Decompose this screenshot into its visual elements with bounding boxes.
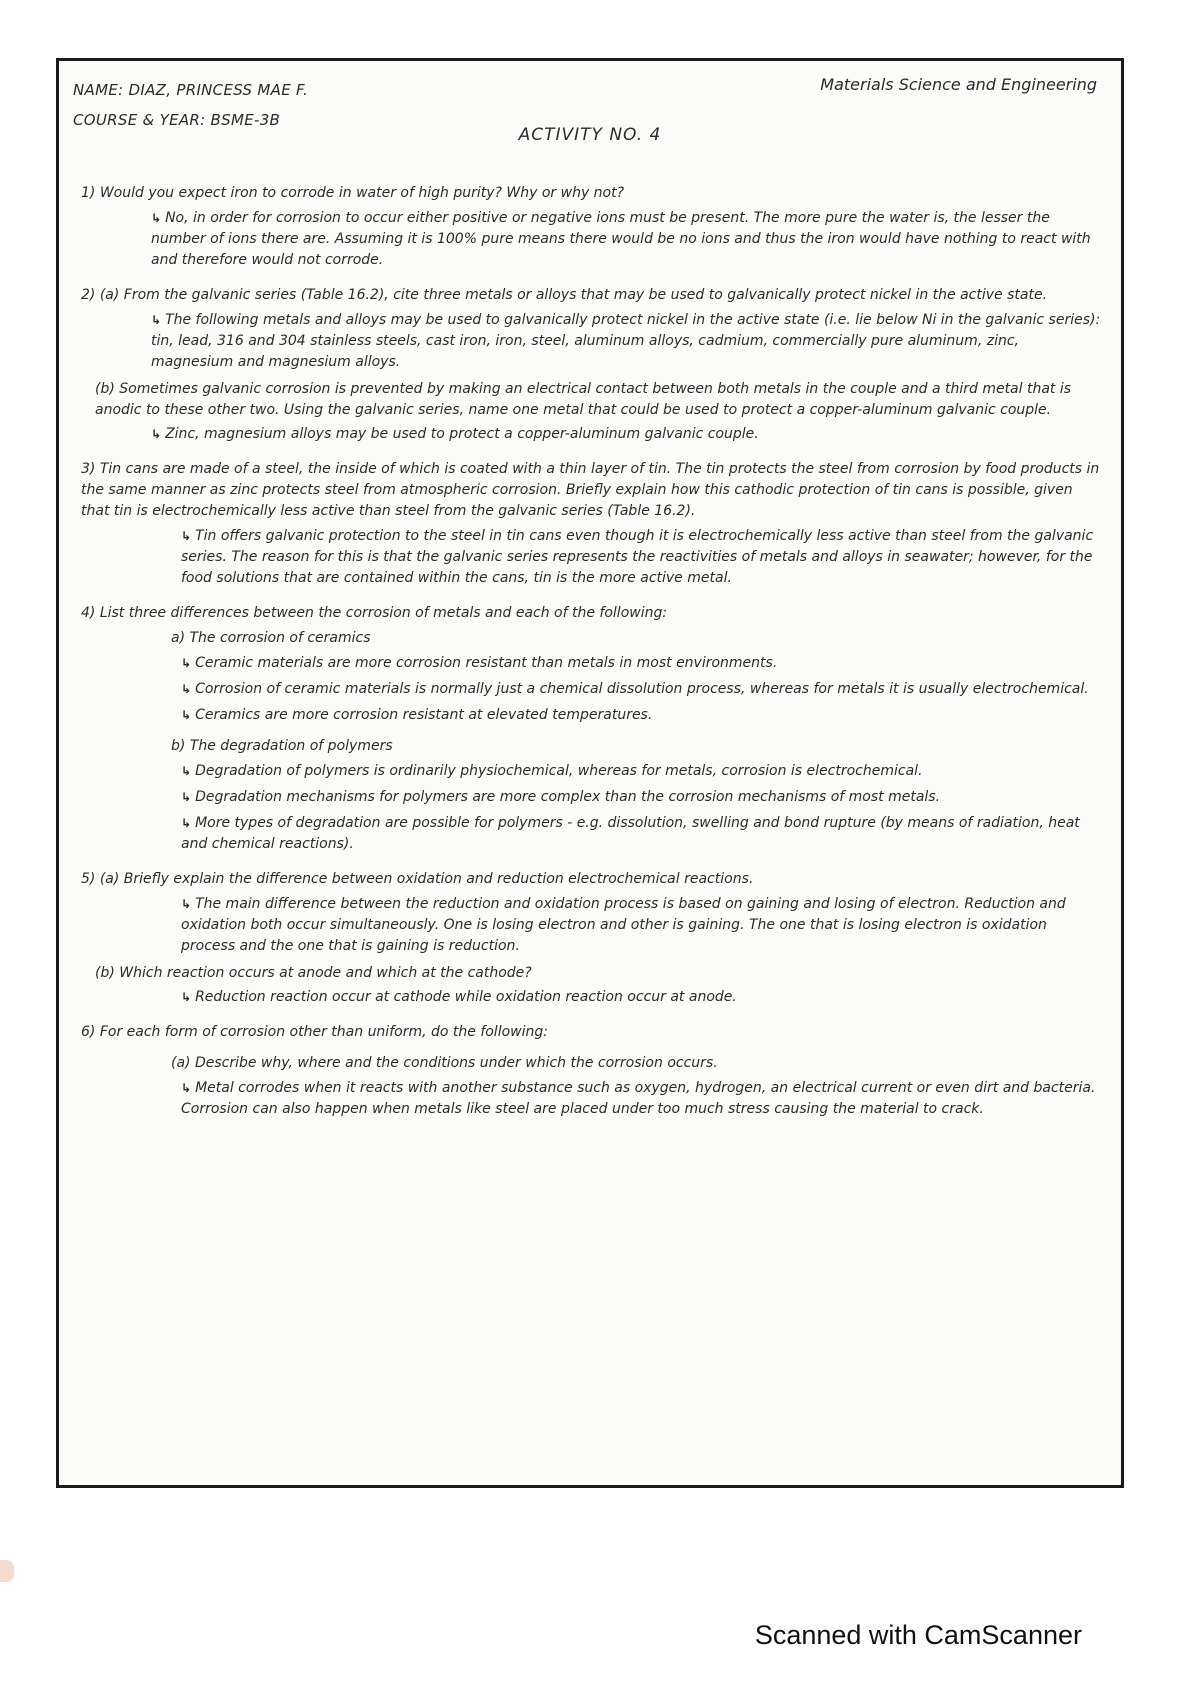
answer-text: Degradation mechanisms for polymers are more complex than the corrosion mechanisms of most metals. [195, 789, 941, 805]
answer-arrow-icon: ↳ [181, 682, 192, 696]
part-4a-label: a) The corrosion of ceramics [171, 630, 371, 646]
scanned-page [56, 58, 1124, 1488]
question-4: 4) List three differences between the corrosion of metals and each of the following: [81, 605, 668, 621]
scan-edge-mark [0, 1560, 14, 1582]
answer-arrow-icon: ↳ [181, 656, 192, 670]
answer-4b-1 [181, 761, 1103, 782]
answer-arrow-icon: ↳ [181, 990, 192, 1004]
answer-arrow-icon: ↳ [181, 708, 192, 722]
question-5b: (b) Which reaction occurs at anode and which at the cathode? [95, 965, 532, 981]
question-2a: 2) (a) From the galvanic series (Table 16.2), cite three metals or alloys that may be used to galvanically protect nickel in the active state. [81, 287, 1048, 303]
answer-text: Ceramics are more corrosion resistant at elevated temperatures. [195, 707, 653, 723]
answer-5a [181, 894, 1103, 957]
answer-2a [151, 310, 1103, 373]
question-6: 6) For each form of corrosion other than uniform, do the following: [81, 1024, 548, 1040]
answer-arrow-icon: ↳ [151, 313, 162, 327]
answer-6a [181, 1078, 1103, 1120]
answer-5b [181, 987, 1103, 1008]
part-6a-label: (a) Describe why, where and the conditions under which the corrosion occurs. [171, 1055, 718, 1071]
answer-3 [181, 526, 1103, 589]
answer-arrow-icon: ↳ [181, 529, 192, 543]
answer-text: More types of degradation are possible for polymers - e.g. dissolution, swelling and bond rupture (by means of radiation, heat and chemical reactions). [181, 815, 1080, 852]
activity-content [81, 183, 1103, 1125]
answer-text: Ceramic materials are more corrosion resistant than metals in most environments. [195, 655, 778, 671]
answer-2b [151, 424, 1103, 445]
answer-text: The following metals and alloys may be used to galvanically protect nickel in the active state (i.e. lie below Ni in the galvanic series): tin, lead, 316 and 304 stainless steels, cast iron, iron, steel, aluminum alloys, cadmium, commercially pure aluminum, zinc, magnesium and magnesium alloys. [151, 312, 1101, 370]
subject-title: Materials Science and Engineering [820, 75, 1097, 94]
activity-title: ACTIVITY NO. 4 [518, 125, 662, 145]
answer-text: Corrosion of ceramic materials is normally just a chemical dissolution process, whereas for metals it is usually electrochemical. [195, 681, 1089, 697]
answer-text: Reduction reaction occur at cathode while oxidation reaction occur at anode. [195, 989, 737, 1005]
answer-arrow-icon: ↳ [181, 790, 192, 804]
answer-1 [151, 208, 1103, 271]
question-5a: 5) (a) Briefly explain the difference between oxidation and reduction electrochemical reactions. [81, 871, 754, 887]
question-1: 1) Would you expect iron to corrode in water of high purity? Why or why not? [81, 185, 625, 201]
course-year: COURSE & YEAR: BSME-3B [73, 111, 281, 129]
answer-arrow-icon: ↳ [151, 427, 162, 441]
answer-arrow-icon: ↳ [181, 1081, 192, 1095]
answer-text: The main difference between the reduction and oxidation process is based on gaining and losing of electron. Reduction and oxidation both occur simultaneously. One is losing electron and other is gaining. The one that is losing electron is oxidation process and the one that is gaining is reduction. [181, 896, 1066, 954]
answer-arrow-icon: ↳ [181, 897, 192, 911]
question-2b: (b) Sometimes galvanic corrosion is prevented by making an electrical contact between both metals in the couple and a third metal that is anodic to these other two. Using the galvanic series, name one metal that could be used to protect a copper-aluminum galvanic couple. [95, 381, 1072, 418]
scanner-watermark: Scanned with CamScanner [754, 1620, 1082, 1650]
answer-text: Zinc, magnesium alloys may be used to protect a copper-aluminum galvanic couple. [165, 426, 759, 442]
answer-arrow-icon: ↳ [181, 816, 192, 830]
part-4b-label: b) The degradation of polymers [171, 738, 393, 754]
answer-text: Metal corrodes when it reacts with another substance such as oxygen, hydrogen, an electrical current or even dirt and bacteria. Corrosion can also happen when metals like steel are placed under too much stress causing the material to crack. [181, 1080, 1096, 1117]
answer-arrow-icon: ↳ [181, 764, 192, 778]
student-name: NAME: DIAZ, PRINCESS MAE F. [73, 81, 309, 99]
answer-4b-2 [181, 787, 1103, 808]
answer-4a-2 [181, 679, 1103, 700]
answer-4a-3 [181, 705, 1103, 726]
answer-text: No, in order for corrosion to occur either positive or negative ions must be present. The more pure the water is, the lesser the number of ions there are. Assuming it is 100% pure means there would be no ions and thus the iron would have nothing to react with and therefore would not corrode. [151, 210, 1091, 268]
answer-text: Degradation of polymers is ordinarily physiochemical, whereas for metals, corrosion is electrochemical. [195, 763, 923, 779]
answer-4a-1 [181, 653, 1103, 674]
answer-arrow-icon: ↳ [151, 211, 162, 225]
answer-text: Tin offers galvanic protection to the steel in tin cans even though it is electrochemically less active than steel from the galvanic series. The reason for this is that the galvanic series represents the reactivities of metals and alloys in seawater; however, for the food solutions that are contained within the cans, tin is the more active metal. [181, 528, 1094, 586]
answer-4b-3 [181, 813, 1103, 855]
question-3: 3) Tin cans are made of a steel, the inside of which is coated with a thin layer of tin. The tin protects the steel from corrosion by food products in the same manner as zinc protects steel from atmospheric corrosion. Briefly explain how this cathodic protection of tin cans is possible, given that tin is electrochemically less active than steel from the galvanic series (Table 16.2). [81, 461, 1100, 519]
